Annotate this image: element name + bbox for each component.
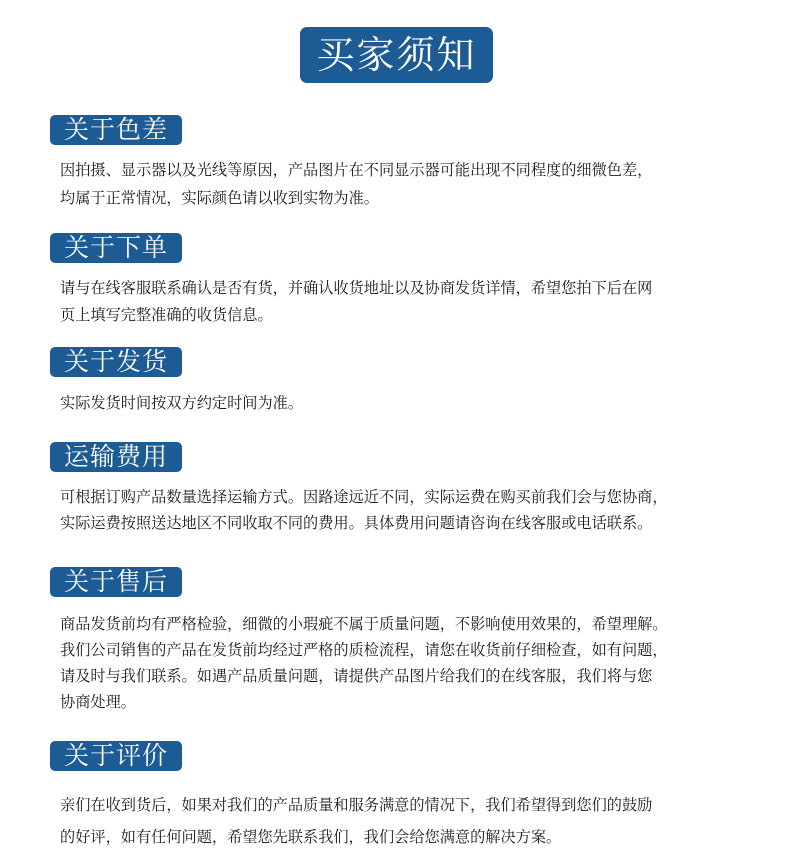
section-heading-ordering: 关于下单 [50, 233, 182, 263]
text-line: 因拍摄、显示器以及光线等原因，产品图片在不同显示器可能出现不同程度的细微色差， [60, 161, 653, 179]
section-heading-reviews: 关于评价 [50, 741, 182, 771]
text-line: 实际运费按照送达地区不同收取不同的费用。具体费用问题请咨询在线客服或电话联系。 [60, 514, 653, 532]
text-line: 协商处理。 [60, 693, 136, 711]
section-heading-shipping: 关于发货 [50, 347, 182, 377]
text-line: 可根据订购产品数量选择运输方式。因路途远近不同，实际运费在购买前我们会与您协商， [60, 488, 668, 506]
section-body-ordering [60, 275, 760, 329]
section-heading-shipping-cost: 运输费用 [50, 442, 182, 472]
section-body-shipping [60, 390, 760, 417]
section-body-reviews [60, 789, 760, 853]
text-line: 亲们在收到货后，如果对我们的产品质量和服务满意的情况下，我们希望得到您们的鼓励 [60, 796, 653, 814]
text-line: 页上填写完整准确的收货信息。 [60, 306, 273, 324]
text-line: 商品发货前均有严格检验，细微的小瑕疵不属于质量问题，不影响使用效果的，希望理解。 [60, 615, 668, 633]
section-body-after-sales [60, 611, 760, 715]
page-title: 买家须知 [300, 27, 493, 83]
text-line: 请及时与我们联系。如遇产品质量问题，请提供产品图片给我们的在线客服，我们将与您 [60, 667, 653, 685]
section-body-shipping-cost [60, 484, 760, 536]
text-line: 实际发货时间按双方约定时间为准。 [60, 394, 303, 412]
text-line: 我们公司销售的产品在发货前均经过严格的质检流程，请您在收货前仔细检查，如有问题， [60, 641, 668, 659]
text-line: 请与在线客服联系确认是否有货，并确认收货地址以及协商发货详情，希望您拍下后在网 [60, 279, 653, 297]
text-line: 的好评，如有任何问题，希望您先联系我们，我们会给您满意的解决方案。 [60, 828, 562, 846]
section-heading-after-sales: 关于售后 [50, 567, 182, 597]
text-line: 均属于正常情况，实际颜色请以收到实物为准。 [60, 189, 379, 207]
section-body-color-difference [60, 156, 760, 212]
section-heading-color-difference: 关于色差 [50, 115, 182, 145]
